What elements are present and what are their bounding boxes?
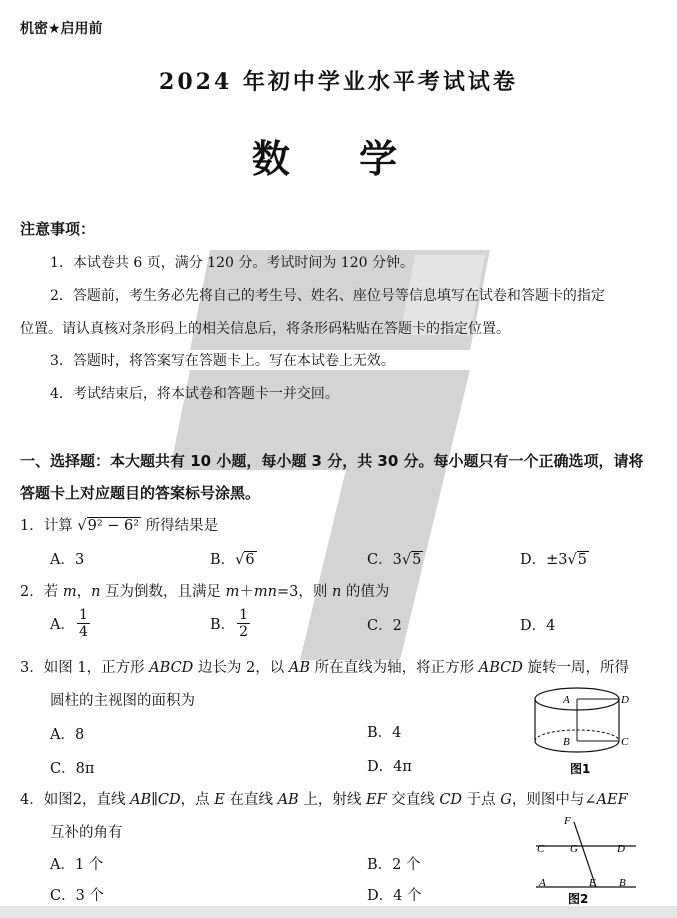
option-a: A．8 xyxy=(50,727,85,743)
label-f: F xyxy=(564,815,571,827)
notice-item: 位置。请认真核对条形码上的相关信息后，将条形码粘贴在答题卡的指定位置。 xyxy=(20,321,510,337)
question-number: 3． xyxy=(20,660,44,676)
notice-item: 4．考试结束后，将本试卷和答题卡一并交回。 xyxy=(50,386,339,402)
option-d: D．±3√5 xyxy=(520,552,587,568)
question-3: 3．如图 1，正方形 ABCD 边长为 2，以 AB 所在直线为轴，将正方形 ABCD 旋转一周，所得 xyxy=(20,660,629,676)
label-c: C xyxy=(621,736,629,748)
option-b: B．2 个 xyxy=(367,857,421,873)
option-a: A． $\frac{1}{4}$ xyxy=(50,607,88,640)
fraction: $\frac{1}{2}$ xyxy=(239,607,249,640)
subject-title: 数 学 xyxy=(251,136,426,181)
notice-item: 1．本试卷共 6 页，满分 120 分。考试时间为 120 分钟。 xyxy=(50,255,414,271)
label-b: B xyxy=(619,877,626,889)
fraction: $\frac{1}{4}$ xyxy=(78,607,88,640)
notice-item: 3．答题时，将答案写在答题卡上。写在本试卷上无效。 xyxy=(50,353,395,369)
option-c: C．3√5 xyxy=(367,552,422,568)
option-a: A．3 xyxy=(50,552,85,568)
option-c: C．3 个 xyxy=(50,888,104,904)
exam-title: 2024 年初中学业水平考试试卷 xyxy=(159,69,518,95)
label-a: A xyxy=(563,694,570,706)
question-number: 1． xyxy=(20,518,44,534)
option-d: D．4π xyxy=(367,759,412,775)
figure-caption: 图2 xyxy=(568,892,589,906)
section-title-cont: 答题卡上对应题目的答案标号涂黑。 xyxy=(20,484,261,502)
option-a: A．1 个 xyxy=(50,857,104,873)
option-c: C．2 xyxy=(367,618,402,634)
question-number: 2． xyxy=(20,584,44,600)
label-d: D xyxy=(617,843,625,855)
label-a: A xyxy=(539,877,546,889)
sqrt-expression: √9² − 6² xyxy=(77,518,140,534)
question-4-cont: 互补的角有 xyxy=(50,825,123,841)
section-title: 一、选择题：本大题共有 10 小题，每小题 3 分，共 30 分。每小题只有一个正确选项，请将 xyxy=(20,452,644,470)
question-4: 4．如图2，直线 AB∥CD，点 E 在直线 AB 上，射线 EF 交直线 CD 于点 G，则图中与∠AEF xyxy=(20,792,628,808)
option-b: B．√6 xyxy=(210,552,255,568)
question-3-cont: 圆柱的主视图的面积为 xyxy=(50,693,195,709)
cylinder-figure xyxy=(525,683,650,778)
figure-caption: 图1 xyxy=(570,762,591,776)
page-bottom-edge xyxy=(0,906,677,918)
parallel-lines-figure xyxy=(528,812,648,906)
label-c: C xyxy=(537,843,545,855)
option-d: D．4 xyxy=(520,618,556,634)
notice-item: 2．答题前，考生务必先将自己的考生号、姓名、座位号等信息填写在试卷和答题卡的指定 xyxy=(50,288,605,304)
option-b: B． $\frac{1}{2}$ xyxy=(210,607,249,640)
option-c: C．8π xyxy=(50,761,95,777)
notice-heading: 注意事项： xyxy=(20,220,96,238)
label-b: B xyxy=(563,736,570,748)
option-b: B．4 xyxy=(367,725,402,741)
label-e: E xyxy=(589,877,596,889)
label-g: G xyxy=(570,843,578,855)
question-2: 2．若 m，n 互为倒数，且满足 m＋mn=3，则 n 的值为 xyxy=(20,584,390,600)
confidential-stamp: 机密★启用前 xyxy=(20,21,103,37)
label-d: D xyxy=(621,694,629,706)
option-d: D．4 个 xyxy=(367,888,422,904)
question-1: 1．计算 √9² − 6² 所得结果是 xyxy=(20,518,219,534)
question-number: 4． xyxy=(20,792,44,808)
